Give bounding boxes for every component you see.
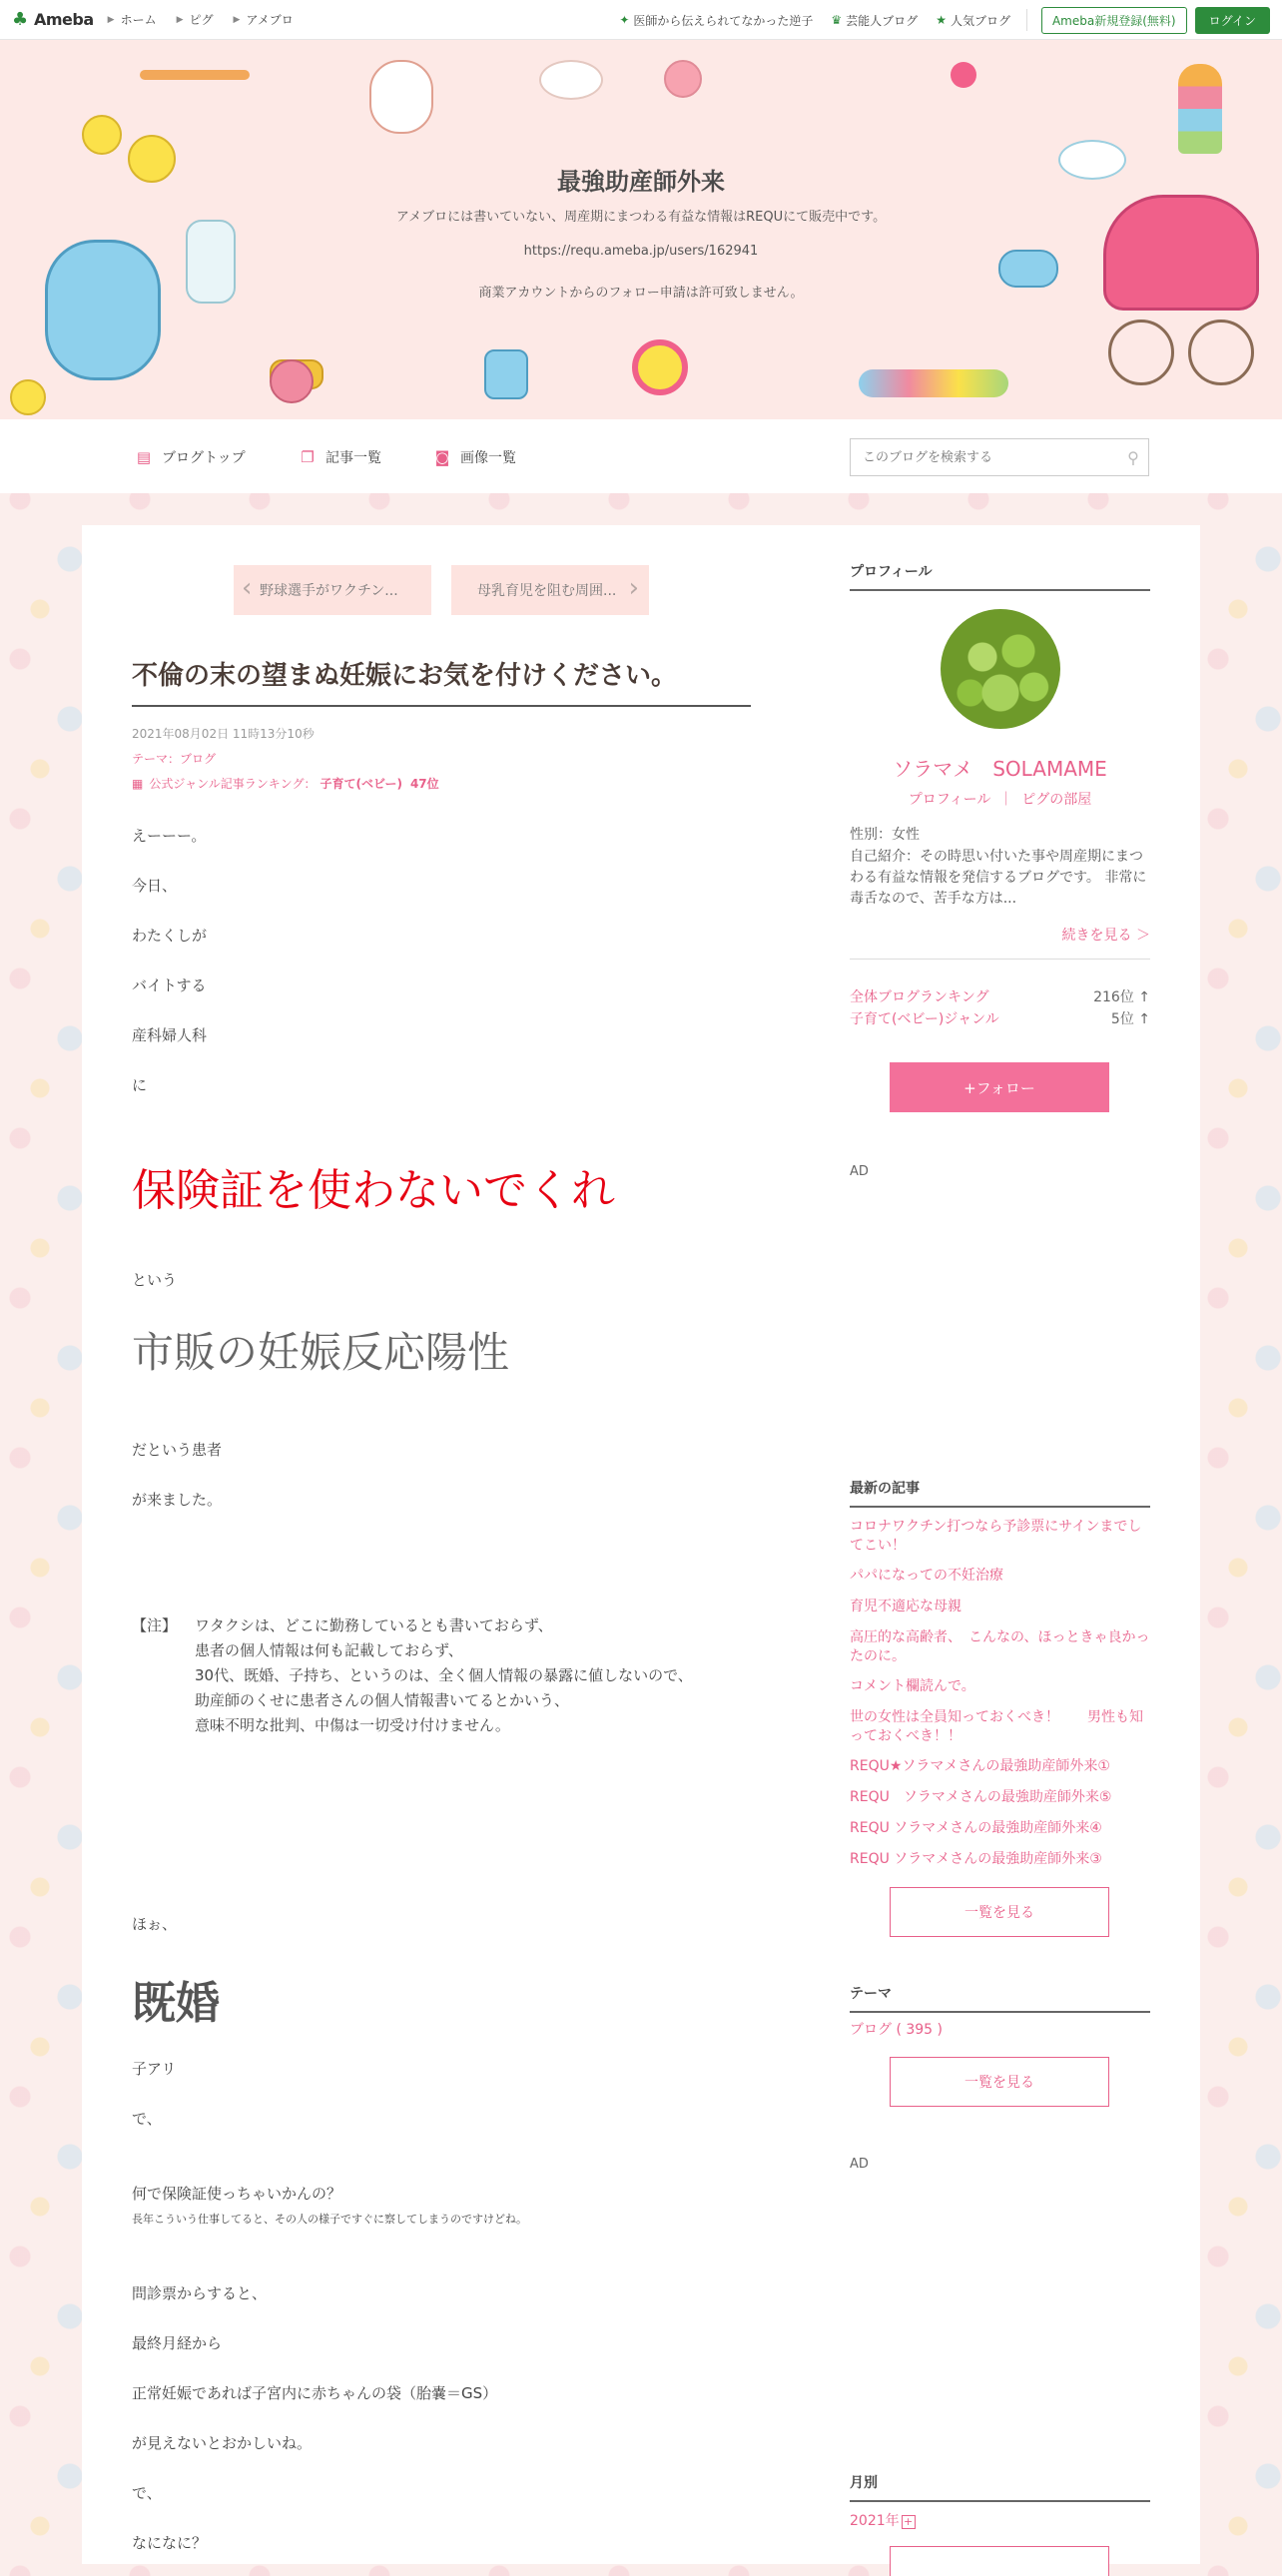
article-theme-link[interactable]: テーマ：ブログ [132,752,217,766]
article-title[interactable]: 不倫の末の望まぬ妊娠にお気を付けください。 [132,661,678,691]
entry-list-label: 記事一覧 [325,450,381,466]
monthly-list-button[interactable] [890,2546,1109,2576]
profile-heading: プロフィール [850,561,1150,591]
popular-blog-link[interactable] [936,12,1010,29]
sparkle-icon: ✦ [619,13,630,27]
popular-blog-label: 人気ブログ [950,13,1010,28]
note-line: 意味不明な批判、中傷は一切受け付けません。 [195,1716,510,1734]
theme-item-link[interactable]: ブログ ( 395 ) [850,2022,943,2038]
note-line: 30代、既婚、子持ち、というのは、全く個人情報の暴露に値しないので、 [195,1666,693,1684]
blog-top-label: ブログトップ [162,450,246,466]
decor-stacking-toy [1178,64,1222,154]
body-text: わたくしが [132,927,208,945]
overall-ranking-value: 216位 ↑ [1093,989,1150,1005]
note-line: ワタクシは、どこに勤務しているとも書いておらず、 [195,1616,553,1634]
avatar[interactable] [941,609,1060,729]
month-archive-label: 2021年 [850,2513,900,2529]
trend-tag-label: 医師から伝えられてなかった逆子 [633,13,814,28]
blog-description-url[interactable]: https://requ.ameba.jp/users/162941 [523,244,759,259]
trend-tag-link[interactable] [619,12,813,29]
latest-entries-heading: 最新の記事 [850,1478,1150,1508]
blog-description-line: 商業アカウントからのフォロー申請は許可致しません。 [478,286,804,301]
article-date: 2021年08月02日 11時13分10秒 [132,727,315,741]
latest-list-button[interactable]: 一覧を見る [890,1887,1109,1937]
expand-plus-icon[interactable]: + [902,2515,916,2529]
small-note-text: 長年こういう仕事してると、その人の様子ですぐに察してしまうのですけどね。 [132,2213,527,2226]
decor-ball [664,60,702,98]
next-entry-button[interactable] [451,565,649,615]
note-line: 患者の個人情報は何も記載しておらず、 [195,1641,463,1659]
latest-entry-link[interactable]: REQU ソラマメさんの最強助産師外来③ [850,1851,1102,1867]
month-archive-link[interactable] [850,2512,1150,2531]
body-text: なになに？ [132,2534,208,2552]
latest-entry-link[interactable]: コメント欄読んで。 [850,1678,975,1694]
triangle-right-icon: ▶ [233,14,241,25]
title-divider [132,705,751,707]
global-nav [0,0,1282,40]
latest-entry-link[interactable]: REQU★ソラマメさんの最強助産師外来① [850,1758,1110,1774]
body-text: 最終月経から [132,2334,223,2352]
decor-stroller-wheel [1188,320,1254,385]
decor-toy-chain [859,369,1008,397]
body-text: 正常妊娠であれば子宮内に赤ちゃんの袋（胎嚢＝GS） [132,2384,498,2402]
blog-description-line: アメブロには書いていない、周産期にまつわる有益な情報はREQUにて販売中です。 [395,210,887,225]
read-more-link[interactable]: 続きを見る ＞ [1061,928,1150,944]
profile-name-link[interactable]: ソラマメ SOLAMAME [893,757,1107,781]
nav-home-label: ホーム [120,13,157,27]
genre-ranking-link[interactable]: 子育て(ベビー)ジャンル [850,1011,999,1027]
theme-list-button[interactable]: 一覧を見る [890,2057,1109,2107]
overall-ranking-link[interactable]: 全体ブログランキング [850,989,989,1005]
latest-entry-link[interactable]: REQU ソラマメさんの最強助産師外来⑤ [850,1789,1112,1805]
decor-mobile [140,70,250,80]
profile-link-separator: ｜ [998,792,1013,808]
prev-entry-label: 野球選手がワクチン... [260,583,398,599]
ranking-position: 47位 [409,777,439,791]
body-text: が見えないとおかしいね。 [132,2434,313,2452]
body-text: バイトする [132,976,207,994]
emphasis-text-bold: 既婚 [132,1978,220,2029]
nav-ameblo-link[interactable] [234,11,294,28]
chevron-right-icon: › [628,573,639,603]
profile-intro: 自己紹介：その時思い付いた事や周産期にまつわる有益な情報を発信するブログです。 非常に毒舌なので、苦手な方は... [850,849,1147,907]
decor-rattle [632,339,688,395]
body-text: ほぉ、 [132,1915,178,1933]
theme-heading: テーマ [850,1983,1150,2013]
decor-star [82,115,122,155]
ameba-logo-text: Ameba [34,10,94,29]
ranking-label: 公式ジャンル記事ランキング： [149,777,317,791]
login-button[interactable]: ログイン [1195,7,1270,34]
ad-label: AD [850,1164,869,1179]
profile-gender: 性別：女性 [850,827,920,843]
celebrity-blog-label: 芸能人ブログ [846,13,919,28]
ameba-logo-icon: ♣ [12,8,29,30]
star-icon: ★ [936,13,947,27]
blog-header [0,40,1282,419]
prev-entry-button[interactable] [234,565,431,615]
decor-cat [270,359,314,403]
calendar-icon: ▦ [132,776,144,791]
image-list-link[interactable] [434,447,516,467]
body-text: 産科婦人科 [132,1026,208,1044]
latest-entry-link[interactable]: 高圧的な高齢者、 こんなの、ほっときゃ良かったのに。 [850,1629,1150,1664]
ameba-logo[interactable] [12,9,94,31]
triangle-right-icon: ▶ [176,14,184,25]
article-ranking [132,775,439,792]
body-text: 何で保険証使っちゃいかんの？ [132,2185,342,2203]
decor-stroller-wheel [1108,320,1174,385]
blog-search-input[interactable] [861,441,1118,473]
nav-pigg-link[interactable] [177,11,214,28]
profile-link[interactable]: プロフィール [908,792,991,808]
decor-bib [369,60,433,134]
triangle-right-icon: ▶ [107,14,115,25]
profile-divider [850,959,1150,960]
emphasis-text-red: 保険証を使わないでくれ [132,1165,615,1216]
nav-home-link[interactable] [108,11,157,28]
nav-divider [1026,9,1027,31]
body-text: で、 [132,2484,162,2502]
profile-links [850,789,1150,809]
latest-entry-link[interactable]: REQU ソラマメさんの最強助産師外来④ [850,1820,1102,1836]
latest-entry-link[interactable]: 世の女性は全員知っておくべき！ 男性も知っておくべき！！ [850,1709,1143,1744]
latest-entry-link[interactable]: 育児不適応な母親 [850,1599,962,1614]
search-icon[interactable]: ⚲ [1127,447,1139,467]
note-label: 【注】 [132,1616,178,1634]
image-list-label: 画像一覧 [460,450,516,466]
body-text: えーーー。 [132,827,207,845]
latest-entry-link[interactable]: パパになっての不妊治療 [850,1568,1003,1584]
body-text: 子アリ [132,2060,177,2078]
decor-bottle [484,349,528,399]
register-button[interactable]: Ameba新規登録(無料) [1041,7,1187,34]
note-line: 助産師のくせに患者さんの個人情報書いてるとかいう、 [195,1691,570,1709]
decor-baby-seat [45,240,161,380]
body-text: で、 [132,2110,162,2128]
decor-balloon [539,60,603,100]
monthly-heading: 月別 [850,2472,1150,2502]
next-entry-label: 母乳育児を阻む周囲... [477,583,617,599]
blog-search [850,438,1149,476]
decor-heart [951,62,976,88]
document-icon: ▤ [136,448,152,466]
body-text: 問診票からすると、 [132,2284,268,2302]
celebrity-blog-link[interactable] [831,12,918,29]
body-text: が来ました。 [132,1491,223,1509]
ad-label: AD [850,2157,869,2172]
nav-pigg-label: ピグ [189,13,214,27]
decor-flower [10,379,46,415]
body-text: に [132,1076,148,1094]
camera-icon: ◙ [434,448,450,466]
emphasis-text-large: 市販の妊娠反応陽性 [132,1328,510,1377]
copy-icon: ❐ [301,448,315,466]
pigg-room-link[interactable]: ピグの部屋 [1021,792,1092,808]
body-text: 今日、 [132,877,178,895]
crown-icon: ♛ [831,13,843,27]
follow-button[interactable]: +フォロー [890,1062,1109,1112]
content-panel [82,525,1200,2564]
chevron-left-icon: ‹ [242,573,253,603]
nav-ameblo-label: アメブロ [246,13,294,27]
body-text: だという患者 [132,1441,223,1459]
entry-list-link[interactable] [300,447,381,467]
latest-entry-link[interactable]: コロナワクチン打つなら予診票にサインまでしてこい！ [850,1519,1142,1554]
global-nav-right [601,0,1270,40]
blog-top-link[interactable] [136,447,246,467]
body-text: という [132,1271,178,1289]
blog-title[interactable]: 最強助産師外来 [557,168,725,196]
genre-ranking-value: 5位 ↑ [1110,1011,1150,1027]
ranking-genre-link[interactable]: 子育て(ベビー) [320,777,402,791]
blog-nav [0,419,1282,493]
